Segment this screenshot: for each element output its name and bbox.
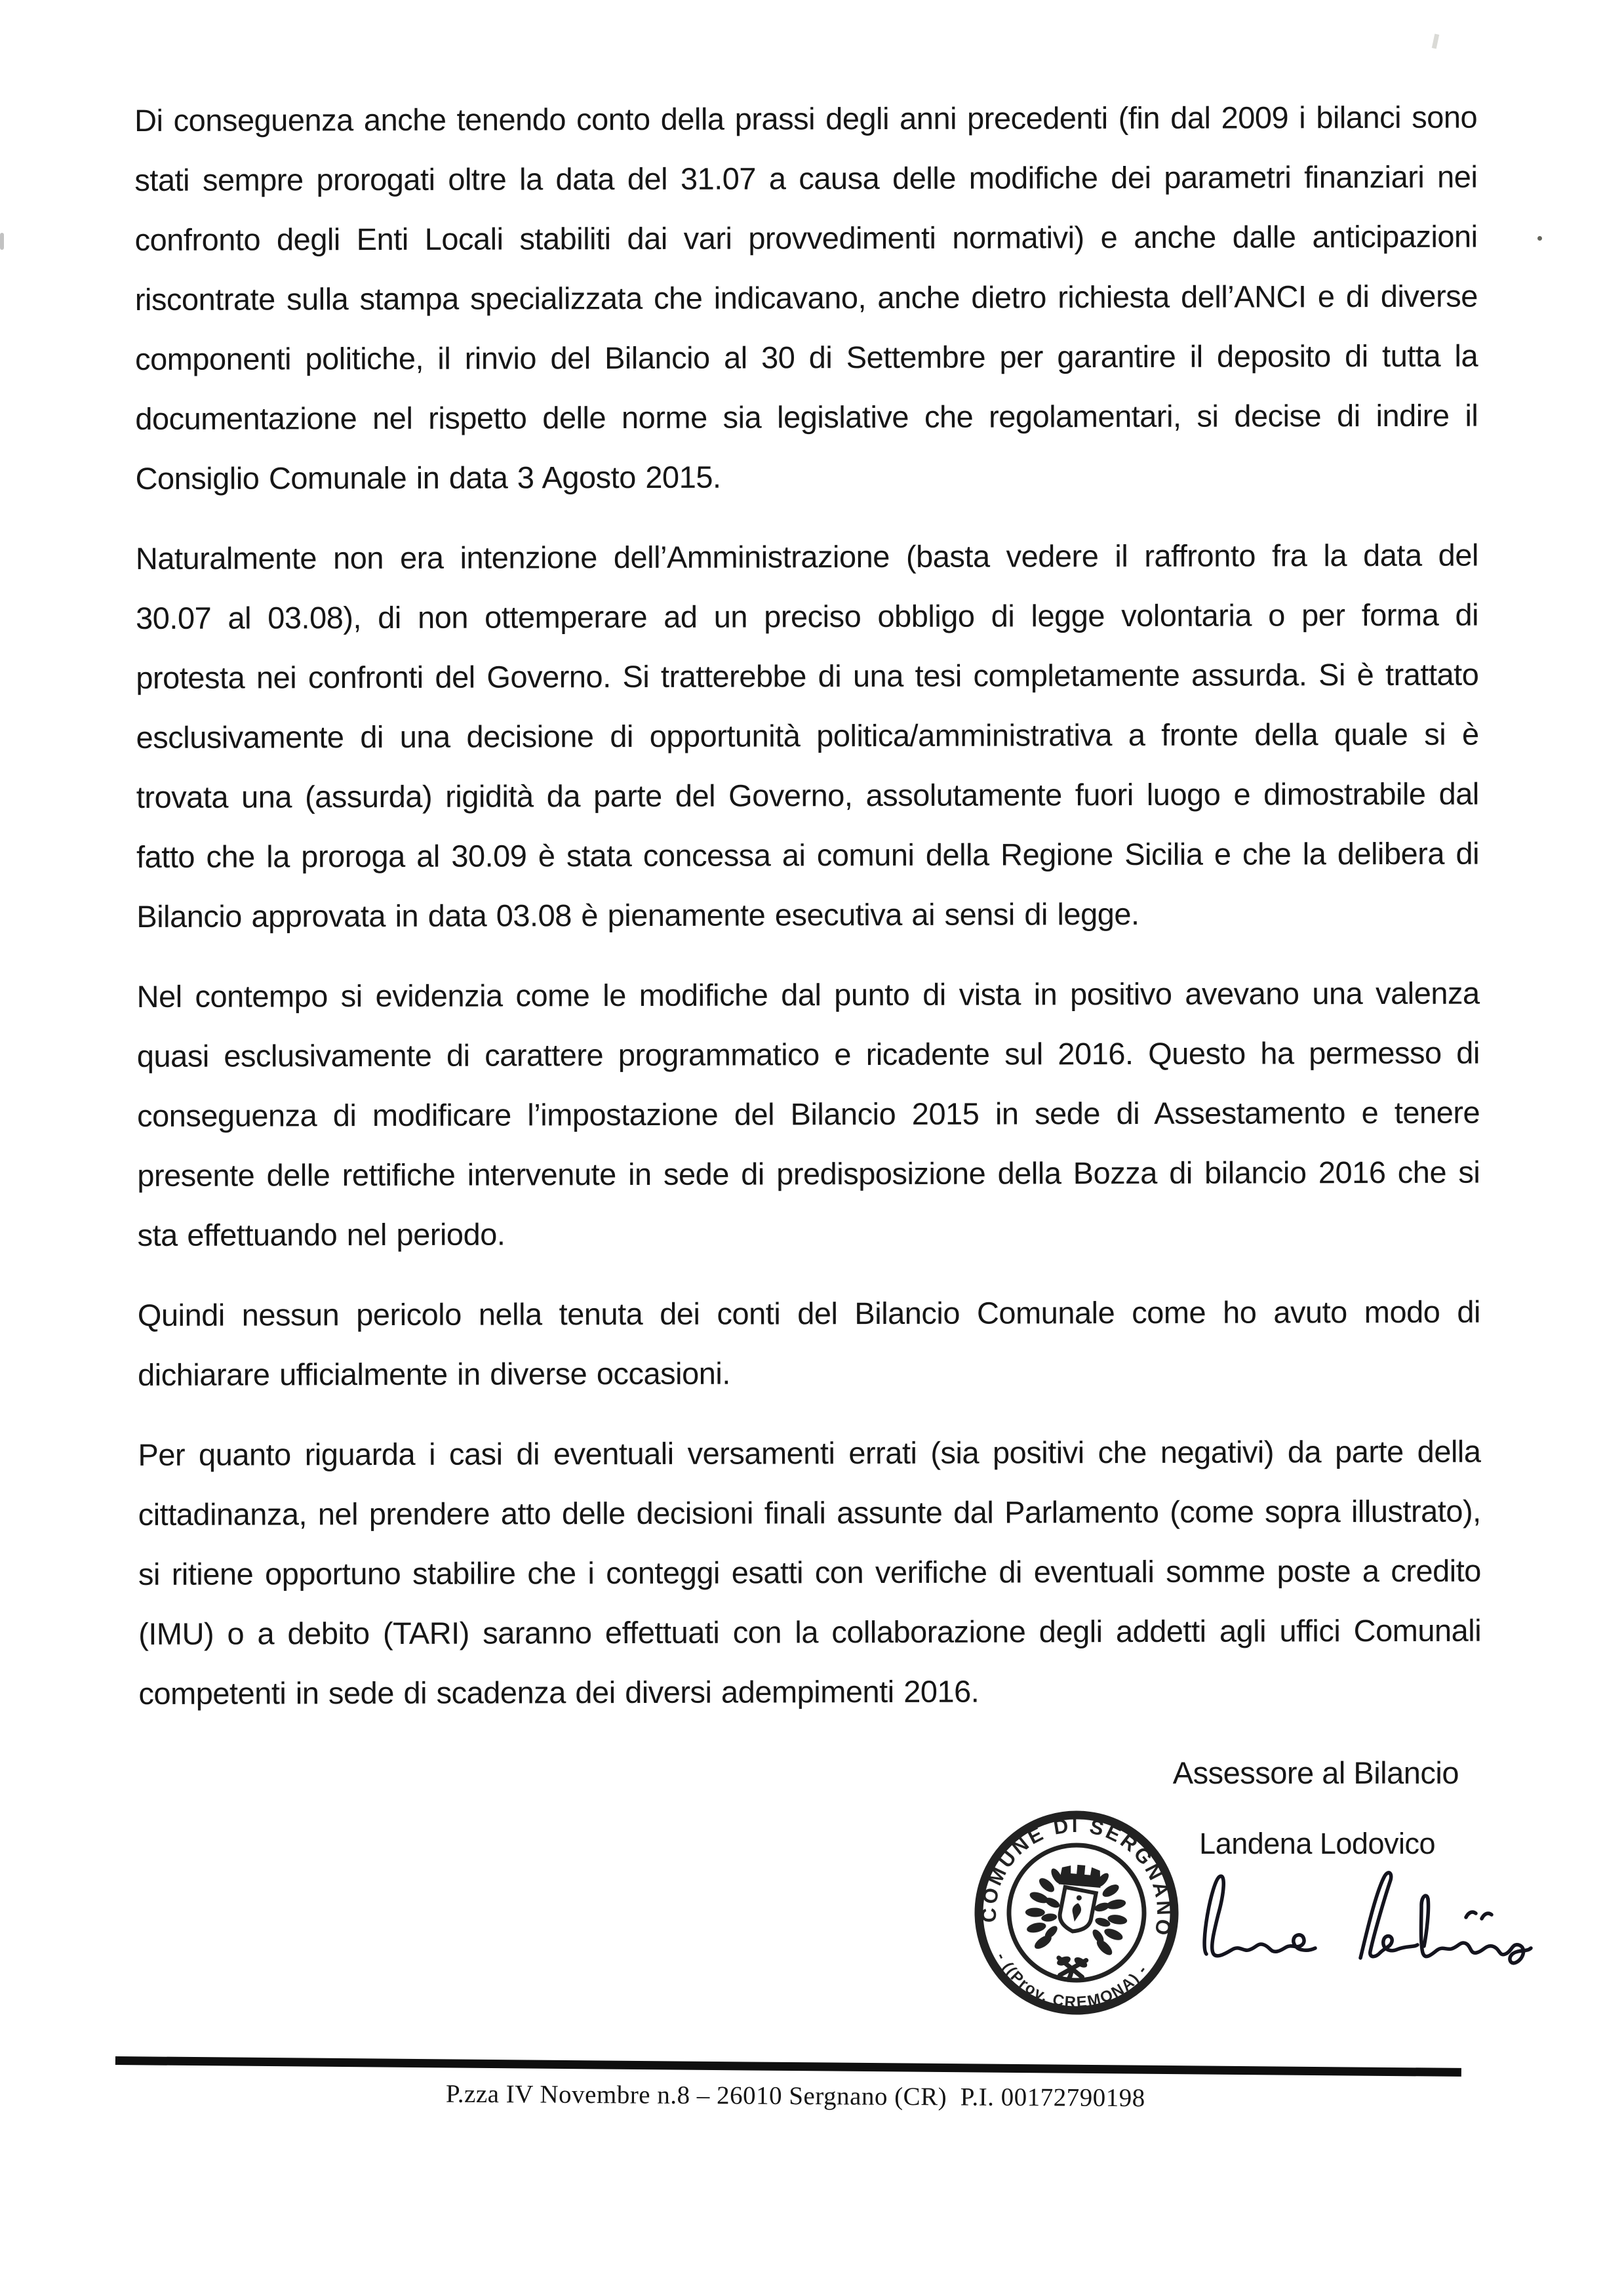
- paragraph-1: Di conseguenza anche tenendo conto della prassi degli anni precedenti (fin dal 2009 i bilanci sono stati sempre prorogati oltre la data del 31.07 a causa delle modifiche dei parametri finanziari nei confronto degli Enti Locali stabiliti dai vari provvedimenti normativi) e anche dalle anticipazioni riscontrate sulla stampa specializzata che indicavano, anche dietro richiesta dell’ANCI e di diverse componenti politiche, il rinvio del Bilancio al 30 di Settembre per garantire il deposito di tutta la documentazione nel rispetto delle norme sia legislative che regolamentari, si decise di indire il Consiglio Comunale in data 3 Agosto 2015.: [134, 99, 1478, 496]
- signer-role-title: Assessore al Bilancio: [1172, 1755, 1459, 1790]
- scan-artifact: [1537, 236, 1542, 241]
- paragraph-5: Per quanto riguarda i casi di eventuali versamenti errati (sia positivi che negativi) da parte della cittadinanza, nel prendere atto delle decisioni finali assunte dal Parlamento (come sopra illustrato), si ritiene opportuno stabilire che i conteggi esatti con verifiche di eventuali somme poste a credito (IMU) o a debito (TARI) saranno effettuati con la collaborazione degli addetti agli uffici Comunali competenti in sede di scadenza dei diversi adempimenti 2016.: [138, 1433, 1482, 1711]
- signature-stroke-upstroke: [1424, 1899, 1429, 1946]
- signature-stroke-tall-d: [1421, 1896, 1532, 1963]
- scan-artifact: [1432, 34, 1439, 49]
- footer-divider: [115, 2056, 1461, 2077]
- signature-tick-1: [1466, 1912, 1476, 1917]
- signature-stroke-second-word: [1360, 1873, 1417, 1958]
- signature-tick-2: [1482, 1913, 1492, 1919]
- signature-stroke-first-word: [1204, 1876, 1315, 1955]
- letter-body: [134, 87, 1482, 1744]
- signer-name: Landena Lodovico: [1199, 1827, 1435, 1860]
- paragraph-4: Quindi nessun pericolo nella tenuta dei conti del Bilancio Comunale come ho avuto modo di dichiarare ufficialmente in diverse occasioni.: [137, 1294, 1480, 1392]
- stamp-arc-bottom-text: - ((Prov. CREMONA) -: [992, 1949, 1152, 2012]
- paragraph-2: Naturalmente non era intenzione dell’Amministrazione (basta vedere il raffronto fra la data del 30.07 al 03.08), di non ottemperare ad un preciso obbligo di legge volontaria o per forma di protesta nei confronti del Governo. Si tratterebbe di una tesi completamente assurda. Si è trattato esclusivamente di una decisione di opportunità politica/amministrativa a fronte della quale si è trovata una (assurda) rigidità da parte del Governo, assolutamente fuori luogo e dimostrabile dal fatto che la proroga al 30.09 è stata concessa ai comuni della Regione Sicilia e che la delibera di Bilancio approvata in data 03.08 è pienamente esecutiva ai sensi di legge.: [135, 537, 1480, 934]
- scan-artifact: [0, 233, 4, 250]
- footer-address: P.zza IV Novembre n.8 – 26010 Sergnano (CR) P.I. 00172790198: [445, 2079, 1145, 2113]
- stamp-arc-top-text: COMUNE DI SERGNANO: [977, 1813, 1176, 1940]
- paragraph-3: Nel contempo si evidenzia come le modifiche dal punto di vista in positivo avevano una valenza quasi esclusivamente di carattere programmatico e ricadente sul 2016. Questo ha permesso di conseguenza di modificare l’impostazione del Bilancio 2015 in sede di Assestamento e tenere presente delle rettifiche intervenute in sede di predisposizione della Bozza di bilancio 2016 che si sta effettuando nel periodo.: [136, 975, 1480, 1252]
- handwritten-signature: [1115, 1854, 1534, 1979]
